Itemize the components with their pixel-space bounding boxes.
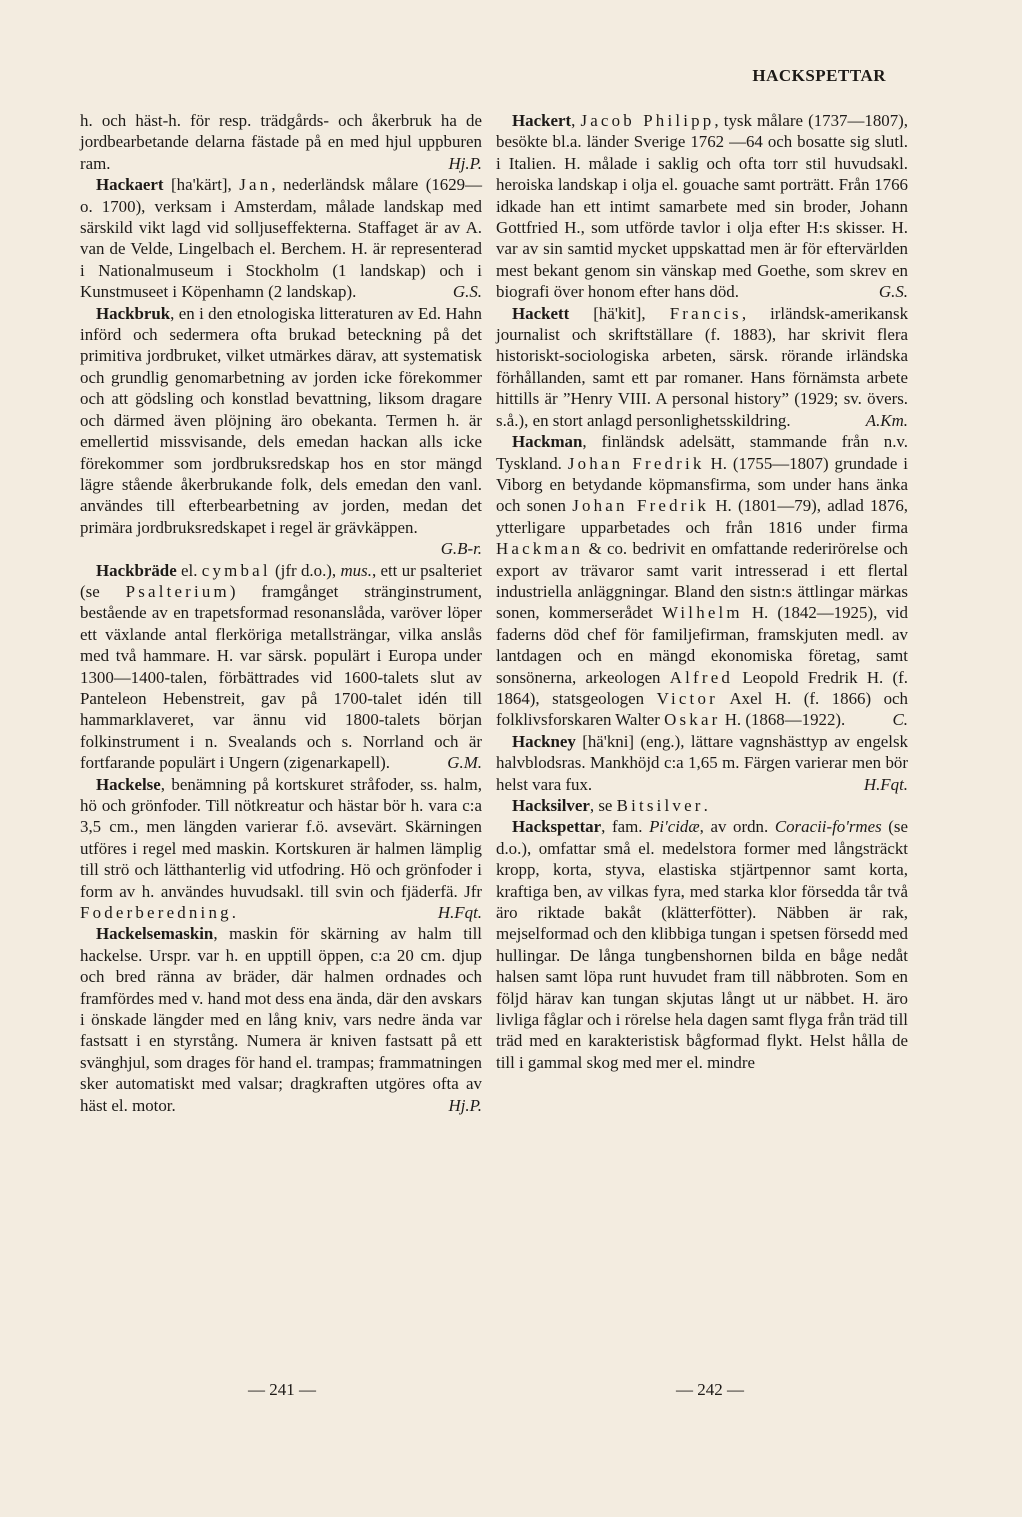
author-signature: Hj.P.	[448, 153, 482, 173]
entry-hackelse: Hackelse, benämning på kortskuret stråfoder, ss. halm, hö och grönfoder. Till nötkreatur och hästar bör h. vara c:a 3,5 cm., men längden varierar f.ö. avsevärt. Skärningen utföres i regel med maskin. Kortskuren är halmen lämplig till strö och lätthanterlig vid utfodring. Hö och grönfoder i form av h. användes huvudsakl. till svin och fjäderfä. Jfr Foderberedning. H.Fqt.	[80, 774, 482, 923]
author-signature: G.M.	[447, 753, 482, 773]
right-column	[496, 110, 908, 1073]
page-number-left: — 241 —	[248, 1380, 316, 1399]
headword: Hackspettar	[512, 817, 602, 837]
entry-hackelsemaskin: Hackelsemaskin, maskin för skärning av halm till hackelse. Urspr. var h. en upptill öppen, c:a 20 cm. djup och bred ränna av bräder, där halmen ordnades och framfördes med v. hand mot dess ena ända, där den avskars i önskade längder med en lång kniv, vars nedre ända var fastsatt i en styrstång. Numera är kniven fastsatt på ett svänghjul, som drages för hand el. trampas; frammatningen sker automatiskt med valsar; dragkraften utgöres ofta av häst el. motor. Hj.P.	[80, 924, 482, 1115]
running-head: HACKSPETTAR	[752, 66, 886, 85]
headword: Hackbruk	[96, 303, 171, 323]
latin-name: Coracii-fo'rmes	[774, 817, 882, 837]
author-signature: H.Fqt.	[437, 903, 482, 923]
entry-continuation	[80, 110, 482, 174]
headword: Hackman	[512, 432, 583, 452]
author-signature: Hj.P.	[448, 1095, 482, 1115]
page-number-right: — 242 —	[676, 1380, 744, 1399]
author-signature: H.Fqt.	[863, 774, 908, 794]
headword: Hackett	[512, 303, 570, 323]
spaced-name: Oskar	[664, 710, 721, 730]
author-signature: G.S.	[452, 282, 482, 302]
spaced-name: Victor	[656, 688, 718, 708]
spaced-name: Johan Fredrik	[572, 496, 710, 516]
author-signature: G.B-r.	[440, 539, 482, 559]
spaced-name: Jacob Philipp	[580, 111, 715, 130]
headword: Hackaert	[96, 175, 164, 195]
spaced-name: Wilhelm	[661, 603, 743, 623]
entry-hackett: Hackett [hä'kit], Francis, irländsk-amerikansk journalist och skriftställare (f. 1883), har skrivit flera historiskt-sociologiska arbeten, särsk. rörande irländska förhållanden, samt ett par romaner. Hans förnämsta arbete hittills är ”Henry VIII. A personal history” (1929; sv. övers. s.å.), en stort anlagd personlighetsskildring. A.Km.	[496, 303, 909, 430]
spaced-name: Francis	[669, 303, 742, 323]
latin-name: Pi'cidæ	[649, 817, 700, 837]
spaced-name: Johan Fredrik	[567, 453, 705, 473]
entry-hackman: Hackman, finländsk adelsätt, stammande från n.v. Tyskland. Johan Fredrik H. (1755—1807) grundade i Viborg en betydande köpmansfirma, som under hans änka och sonen Johan Fredrik H. (1801—79), adlad 1876, ytterligare upparbetades och från 1816 under firma Hackman & co. bedrivit en omfattande rederirörelse och export av trävaror samt varit intresserad i ett flertal industriella anläggningar. Bland den sistn:s ättlingar märkas sonen, kommerserådet Wilhelm H. (1842—1925), vid faderns död chef för familjefirman, framskjuten medl. av lantdagen och en mängd ekonomiska företag, samt sonsönerna, arkeologen Alfred Leopold Fredrik H. (f. 1864), statsgeologen Victor Axel H. (f. 1866) och folklivsforskaren Walter Oskar H. (1868—1922). C.	[496, 432, 908, 730]
headword: Hackelse	[96, 774, 161, 794]
left-column	[80, 110, 482, 1116]
entry-hackaert: Hackaert [ha'kärt], Jan, nederländsk målare (1629— o. 1700), verksam i Amsterdam, målade landskap med särskild vikt lagd vid solljuseffekterna. Staffaget är av A. van de Velde, Lingelbach el. Berchem. H. är representerad i Nationalmuseum i Stockholm (1 landskap) och i Kunstmuseet i Köpenhamn (2 landskap). G.S.	[80, 175, 482, 302]
spaced-name: Jan	[239, 175, 272, 195]
cross-reference: Psalterium	[125, 581, 230, 601]
cross-reference: Bitsilver	[616, 796, 704, 815]
headword: Hackney	[512, 731, 576, 751]
spaced-name: Hackman	[496, 539, 584, 559]
spaced-term: cymbal	[201, 560, 271, 580]
headword: Hackert	[512, 111, 572, 130]
author-signature: G.S.	[878, 282, 908, 302]
entry-text: h. och häst-h. för resp. trädgårds- och åkerbruk ha de jordbearbetande delarna fästade på en med hjul uppburen ram.	[80, 111, 482, 173]
entry-hackert: Hackert, Jacob Philipp, tysk målare (1737—1807), besökte bl.a. länder Sverige 1762 —64 och bosatte sig slutl. i Italien. H. målade i saklig och ofta torr stil huvudsakl. heroiska landskap i olja el. gouache samt porträtt. Från 1766 idkade han ett intimt samarbete med sin broder, Johann Gottfried H., som utförde tavlor i olja efter H:s skisser. H. var av sin samtid mycket uppskattad men är för eftervärlden mest bekant genom sin vänskap med Goethe, som skrev en biografi över honom efter hans död. G.S.	[496, 111, 909, 302]
entry-hackney: Hackney [hä'kni] (eng.), lättare vagnshästtyp av engelsk halvblodsras. Mankhöjd c:a 1,65 m. Färgen varierar men bör helst vara fux. H.Fqt.	[496, 731, 908, 794]
author-signature: A.Km.	[865, 410, 908, 430]
subject-abbrev: mus.	[340, 560, 372, 580]
headword: Hacksilver	[512, 796, 590, 815]
entry-hackbruk: Hackbruk, en i den etnologiska litteraturen av Ed. Hahn införd och sedermera ofta brukad beteckning på det primitiva jordbruket, vilket utmärkes därav, att systematisk och grundlig genomarbetning av jorden icke förekommer och att gödsling och konstlad bevattning, liksom dragare och därmed även plöjning äro obekanta. Termen h. är emellertid missvisande, dels emedan hackan alls icke förekommer som jordbruksredskap hos en stor mängd lägre stående åkerbrukande folk, dels emedan den vanl. användes till efterbearbetning av jorden, medan det primära jordbruksredskapet i regel är grävkäppen. G.B-r.	[80, 303, 482, 559]
entry-hacksilver: Hacksilver, se Bitsilver.	[512, 796, 708, 815]
headword: Hackbräde	[96, 560, 177, 580]
entry-hackbrade: Hackbräde el. cymbal (jfr d.o.), mus., ett ur psalteriet (se Psalterium) framgånget stränginstrument, bestående av en trapetsformad resonanslåda, varöver löper ett växlande antal flerköriga metallsträngar, vilka anslås med två hammare. H. var särsk. populärt i Europa under 1300—1400-talen, förbättrades vid 1600-talets slut av Panteleon Hebenstreit, gav på 1700-talet idén till hammarklaveret, var ännu vid 1800-talets början folkinstrument i n. Svealands och s. Norrland och är fortfarande populärt i Ungern (zigenarkapell). G.M.	[80, 560, 483, 773]
headword: Hackelsemaskin	[96, 924, 214, 944]
author-signature: C.	[892, 710, 908, 730]
spaced-name: Alfred	[669, 667, 734, 687]
cross-reference: Foderberedning	[80, 903, 232, 923]
entry-hackspettar: Hackspettar, fam. Pi'cidæ, av ordn. Coracii-fo'rmes (se d.o.), omfattar små el. medelstora former med långsträckt kropp, korta, styva, elastiska stjärtpennor samt korta, kraftiga ben, av vilkas fyra, med starka klor försedda tår två äro riktade bakåt (klätterfötter). Näbben är rak, mejselformad och den klibbiga tungan i spetsen försedd med hullingar. De långa tungbenshornen bilda en båge nedåt halsen samt löpa runt huvudet fram till näbbroten. Som en följd härav kan tungan skjutas långt ut ur näbbet. H. äro livliga fåglar och i rörelse hela dagen samt flyga från träd till träd med en karakteristisk bågformad flykt. Helst hålla de till i gammal skog med mer el. mindre	[496, 817, 909, 1072]
